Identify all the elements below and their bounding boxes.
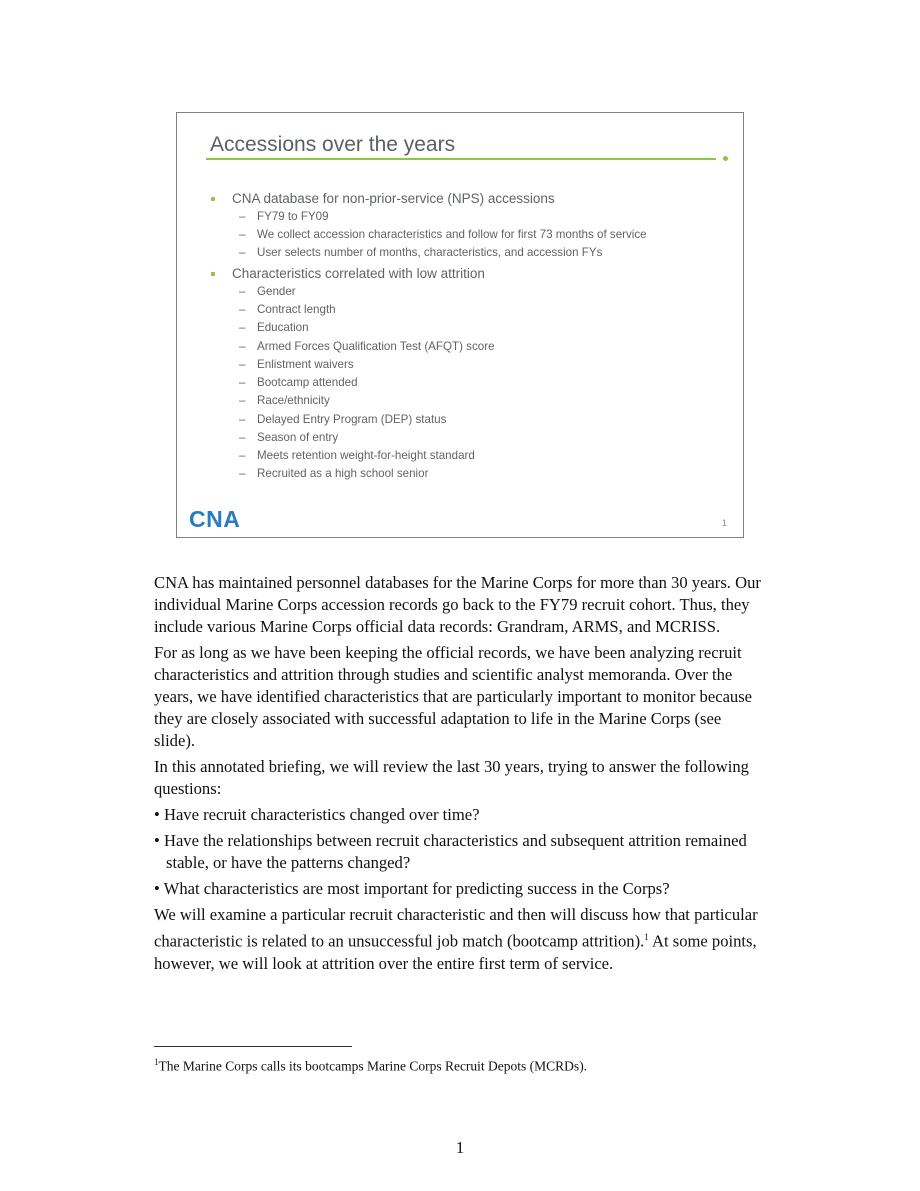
sub-bullet: User selects number of months, characteristics, and accession FYs xyxy=(257,246,603,259)
dash-marker: – xyxy=(239,376,246,389)
question-item: • Have recruit characteristics changed over time? xyxy=(154,805,480,824)
bullet-heading: CNA database for non-prior-service (NPS) accessions xyxy=(232,191,555,206)
cna-logo: CNA xyxy=(189,506,241,532)
dash-marker: – xyxy=(239,210,246,223)
sub-bullet: FY79 to FY09 xyxy=(257,210,329,223)
dash-marker: – xyxy=(239,340,246,353)
bullet-marker xyxy=(211,272,215,276)
dash-marker: – xyxy=(239,449,246,462)
sub-bullet: Contract length xyxy=(257,303,336,316)
footnote-reference: 1 xyxy=(644,932,649,942)
dash-marker: – xyxy=(239,303,246,316)
sub-bullet: Bootcamp attended xyxy=(257,376,358,389)
question-item: • Have the relationships between recruit characteristics and subsequent attrition remained stable, or have the patterns changed? xyxy=(154,831,747,872)
slide-bullets xyxy=(177,113,743,537)
dash-marker: – xyxy=(239,431,246,444)
sub-bullet: Season of entry xyxy=(257,431,339,444)
page-number: 1 xyxy=(455,1138,465,1157)
slide-frame xyxy=(176,112,744,538)
paragraph xyxy=(154,904,764,975)
dash-marker: – xyxy=(239,321,246,334)
sub-bullet: Enlistment waivers xyxy=(257,358,354,371)
dash-marker: – xyxy=(239,394,246,407)
bullet-marker xyxy=(211,197,215,201)
dash-marker: – xyxy=(239,413,246,426)
dash-marker: – xyxy=(239,358,246,371)
slide-title: Accessions over the years xyxy=(210,133,456,156)
dash-marker: – xyxy=(239,285,246,298)
paragraph: In this annotated briefing, we will review the last 30 years, trying to answer the following questions: xyxy=(154,757,749,798)
paragraph: CNA has maintained personnel databases for the Marine Corps for more than 30 years. Our individual Marine Corps accession records go back to the FY79 recruit cohort. Thus, they include various Marine Corps official data records: Grandram, ARMS, and MCRISS. xyxy=(154,573,761,636)
sub-bullet: Education xyxy=(257,321,309,334)
footnote-text: The Marine Corps calls its bootcamps Marine Corps Recruit Depots (MCRDs). xyxy=(158,1058,588,1074)
footnote xyxy=(154,1057,587,1075)
sub-bullet: Meets retention weight-for-height standard xyxy=(257,449,475,462)
sub-bullet: Gender xyxy=(257,285,296,298)
sub-bullet: Armed Forces Qualification Test (AFQT) score xyxy=(257,340,495,353)
footnote-separator xyxy=(154,1046,352,1047)
dash-marker: – xyxy=(239,228,246,241)
paragraph-text: At some points, however, we will look at attrition over the entire first term of service. xyxy=(154,931,757,973)
slide-number: 1 xyxy=(721,518,727,528)
sub-bullet: Delayed Entry Program (DEP) status xyxy=(257,413,447,426)
dash-marker: – xyxy=(239,467,246,480)
sub-bullet: Recruited as a high school senior xyxy=(257,467,429,480)
paragraph: For as long as we have been keeping the official records, we have been analyzing recruit characteristics and attrition through studies and scientific analyst memoranda. Over the years, we have identified characteristics that are particularly important to monitor because they are closely associated with successful adaptation to life in the Marine Corps (see slide). xyxy=(154,643,753,750)
sub-bullet: Race/ethnicity xyxy=(257,394,330,407)
sub-bullet: We collect accession characteristics and follow for first 73 months of service xyxy=(257,228,647,241)
dash-marker: – xyxy=(239,246,246,259)
body-text xyxy=(154,572,764,979)
footnote-marker: 1 xyxy=(154,1057,159,1067)
paragraph-text: We will examine a particular recruit characteristic and then will discuss how that particular characteristic is related to an unsuccessful job match (bootcamp attrition). xyxy=(154,905,758,951)
question-item: • What characteristics are most important for predicting success in the Corps? xyxy=(154,879,670,898)
bullet-heading: Characteristics correlated with low attrition xyxy=(232,266,485,281)
